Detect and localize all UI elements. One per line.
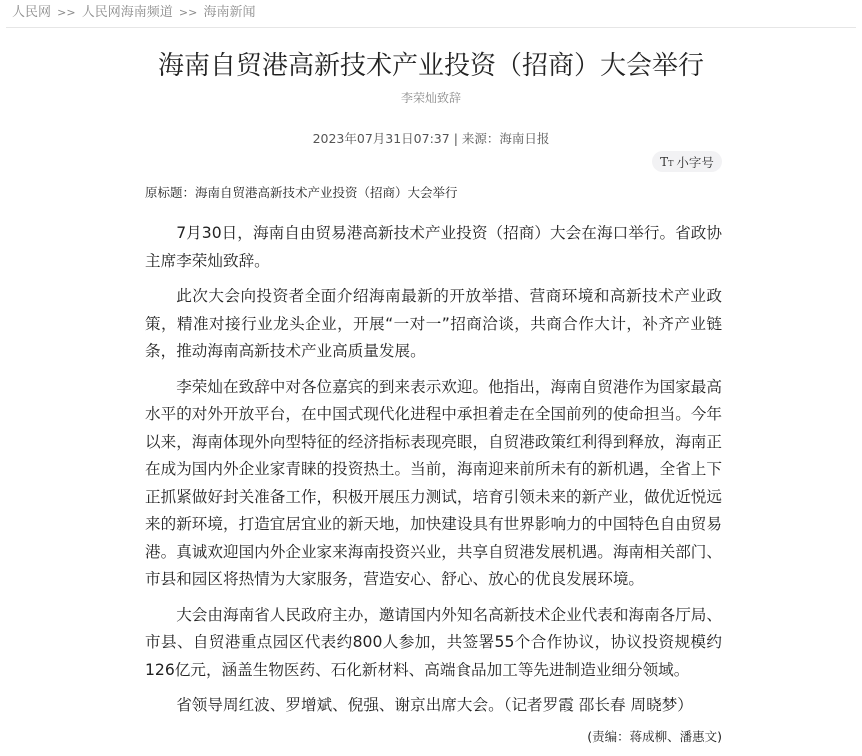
paragraph: 大会由海南省人民政府主办，邀请国内外知名高新技术企业代表和海南各厅局、市县、自贸港重点园区代表约800人参加，共签署55个合作协议，协议投资规模约126亿元，涵盖生物医药、石化新材料、高端食品加工等先进制造业细分领域。 xyxy=(145,605,722,679)
font-size-label: 小字号 xyxy=(676,154,714,170)
breadcrumb-link[interactable]: 人民网海南频道 xyxy=(81,5,173,20)
editor-credit: (责编：蒋成柳、潘惠文) xyxy=(587,728,722,744)
paragraph: 7月30日，海南自由贸易港高新技术产业投资（招商）大会在海口举行。省政协主席李荣灿致辞。 xyxy=(145,224,722,270)
publish-datetime: 2023年07月31日07:37 xyxy=(312,131,450,146)
meta-separator: | xyxy=(453,131,462,146)
text-size-icon: TT xyxy=(660,154,674,169)
page-title: 海南自贸港高新技术产业投资（招商）大会举行 xyxy=(157,51,704,81)
source-link[interactable]: 海南日报 xyxy=(499,131,550,146)
toolbar xyxy=(145,151,722,172)
original-title: 原标题：海南自贸港高新技术产业投资（招商）大会举行 xyxy=(145,185,458,200)
source-label: 来源： xyxy=(461,131,500,146)
breadcrumb xyxy=(6,0,856,28)
breadcrumb-link[interactable]: 人民网 xyxy=(12,5,52,20)
article-subtitle: 李荣灿致辞 xyxy=(400,91,461,105)
paragraph: 此次大会向投资者全面介绍海南最新的开放举措、营商环境和高新技术产业政策，精准对接行业龙头企业，开展“一对一”招商洽谈，共商合作大计，补齐产业链条，推动海南高新技术产业高质量发展。 xyxy=(145,287,722,360)
paragraph: 省领导周红波、罗增斌、倪强、谢京出席大会。（记者罗霞 邵长春 周晓梦） xyxy=(176,696,693,714)
breadcrumb-separator: >> xyxy=(57,6,76,19)
paragraph: 李荣灿在致辞中对各位嘉宾的到来表示欢迎。他指出，海南自贸港作为国家最高水平的对外开放平台，在中国式现代化进程中承担着走在全国前列的使命担当。今年以来，海南体现外向型特征的经济指标表现亮眼，自贸港政策红利得到释放，海南正在成为国内外企业家青睐的投资热土。当前，海南迎来前所未有的新机遇，全省上下正抓紧做好封关准备工作，积极开展压力测试，培育引领未来的新产业，做优近悦远来的新环境，打造宜居宜业的新天地，加快建设具有世界影响力的中国特色自由贸易港。真诚欢迎国内外企业家来海南投资兴业，共享自贸港发展机遇。海南相关部门、市县和园区将热情为大家服务，营造安心、舒心、放心的优良发展环境。 xyxy=(145,377,722,588)
article-meta xyxy=(0,130,862,147)
article-body xyxy=(145,220,722,720)
breadcrumb-link[interactable]: 海南新闻 xyxy=(203,5,256,20)
breadcrumb-separator: >> xyxy=(178,6,198,19)
font-size-button[interactable] xyxy=(652,151,722,172)
